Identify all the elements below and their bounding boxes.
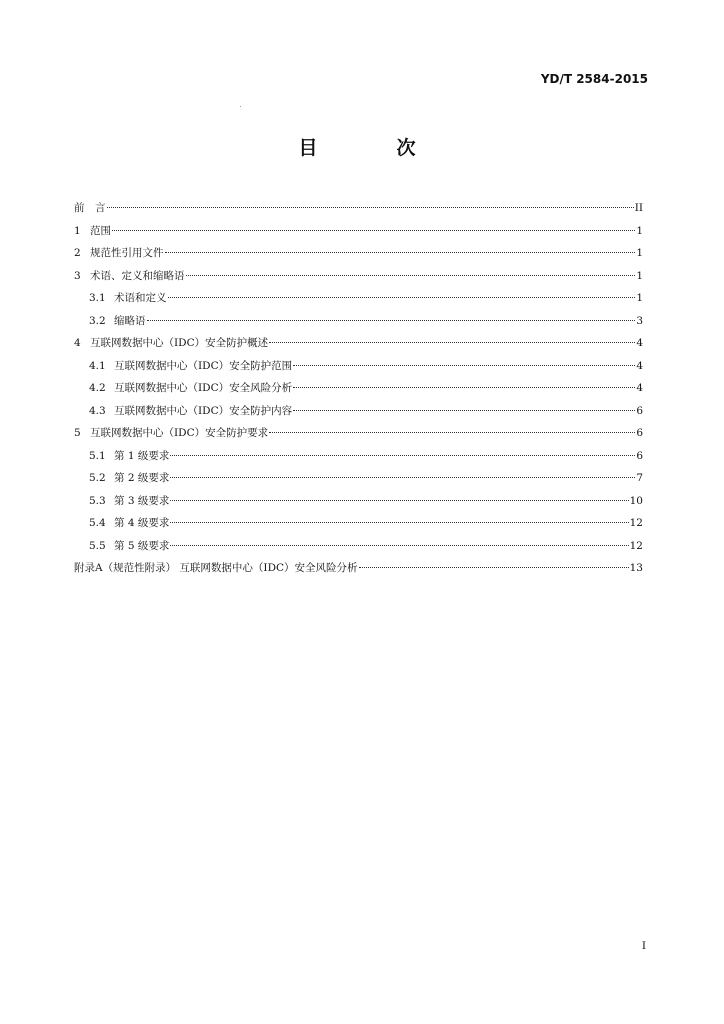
toc-entry-label: 第 5 级要求 — [114, 539, 170, 552]
standard-code: YD/T 2584-2015 — [540, 72, 648, 86]
toc-entry-label: 附录A（规范性附录） 互联网数据中心（IDC）安全风险分析 — [74, 562, 358, 574]
page-title: 目 次 — [298, 137, 446, 159]
toc-entry-number: 5.1 — [89, 449, 106, 462]
scan-speck — [240, 106, 241, 107]
toc-leader-dots — [293, 377, 635, 388]
toc-leader-dots — [107, 197, 634, 208]
toc-entry-number: 5.4 — [89, 517, 106, 529]
toc-entry-number: 5.2 — [89, 472, 106, 484]
toc-leader-dots — [293, 355, 635, 366]
toc-entry-page: 4 — [636, 337, 643, 349]
toc-entry-number: 5 — [74, 427, 81, 439]
toc-leader-dots — [293, 400, 635, 411]
toc-entry-label: 第 2 级要求 — [114, 472, 170, 484]
toc-entry-label: 第 3 级要求 — [114, 494, 170, 507]
toc-entry-number: 3.2 — [89, 314, 106, 327]
toc-leader-dots — [186, 265, 636, 276]
toc-entry-label: 前 言 — [74, 202, 106, 214]
toc-entry-page: II — [634, 202, 643, 214]
toc-leader-dots — [359, 557, 629, 568]
toc-entry-number: 4 — [74, 337, 81, 349]
toc-leader-dots — [168, 287, 636, 298]
toc-entry-page: 4 — [636, 359, 643, 372]
table-of-contents — [74, 200, 643, 583]
toc-leader-dots — [112, 220, 635, 231]
toc-entry-page: 6 — [636, 449, 643, 462]
toc-entry-number: 2 — [74, 247, 81, 259]
toc-leader-dots — [269, 332, 635, 343]
toc-entry-page: 12 — [629, 517, 643, 529]
toc-entry-label: 互联网数据中心（IDC）安全防护要求 — [90, 427, 269, 439]
toc-entry-label: 术语、定义和缩略语 — [90, 269, 185, 282]
toc-entry-page: 3 — [636, 314, 643, 327]
toc-entry-page: 1 — [636, 269, 643, 282]
toc-entry-page: 12 — [629, 539, 643, 552]
toc-entry-label: 第 1 级要求 — [114, 449, 170, 462]
toc-entry-page: 1 — [636, 292, 643, 304]
toc-entry-number: 5.3 — [89, 494, 106, 507]
toc-entry-label: 术语和定义 — [114, 292, 167, 304]
toc-entry-number: 4.1 — [89, 359, 106, 372]
toc-leader-dots — [170, 445, 635, 456]
toc-entry-label: 缩略语 — [114, 314, 146, 327]
toc-entry-number: 5.5 — [89, 539, 106, 552]
toc-entry-label: 第 4 级要求 — [114, 517, 170, 529]
toc-leader-dots — [170, 467, 635, 478]
toc-leader-dots — [269, 422, 635, 433]
toc-entry-page: 1 — [636, 247, 643, 259]
toc-entry-number: 4.3 — [89, 404, 106, 417]
toc-leader-dots — [170, 512, 628, 523]
toc-entry-page: 13 — [629, 562, 643, 574]
toc-entry-page: 7 — [636, 472, 643, 484]
toc-entry-number: 4.2 — [89, 382, 106, 394]
toc-entry-appendix-a[interactable] — [74, 560, 643, 583]
toc-entry-page: 10 — [629, 494, 643, 507]
toc-leader-dots — [170, 490, 628, 501]
toc-entry-label: 互联网数据中心（IDC）安全风险分析 — [114, 382, 293, 394]
toc-entry-number: 1 — [74, 224, 81, 237]
toc-entry-number: 3 — [74, 269, 81, 282]
toc-entry-page: 6 — [636, 427, 643, 439]
toc-entry-page: 4 — [636, 382, 643, 394]
toc-entry-number: 3.1 — [89, 292, 106, 304]
toc-entry-page: 1 — [636, 224, 643, 237]
toc-leader-dots — [165, 242, 636, 253]
toc-entry-label: 互联网数据中心（IDC）安全防护概述 — [90, 337, 269, 349]
toc-entry-label: 范围 — [90, 224, 111, 237]
toc-leader-dots — [170, 535, 628, 546]
toc-entry-label: 互联网数据中心（IDC）安全防护范围 — [114, 359, 293, 372]
toc-entry-page: 6 — [636, 404, 643, 417]
toc-leader-dots — [147, 310, 636, 321]
toc-entry-label: 互联网数据中心（IDC）安全防护内容 — [114, 404, 293, 417]
page-number: I — [641, 940, 646, 952]
toc-entry-label: 规范性引用文件 — [90, 247, 164, 259]
